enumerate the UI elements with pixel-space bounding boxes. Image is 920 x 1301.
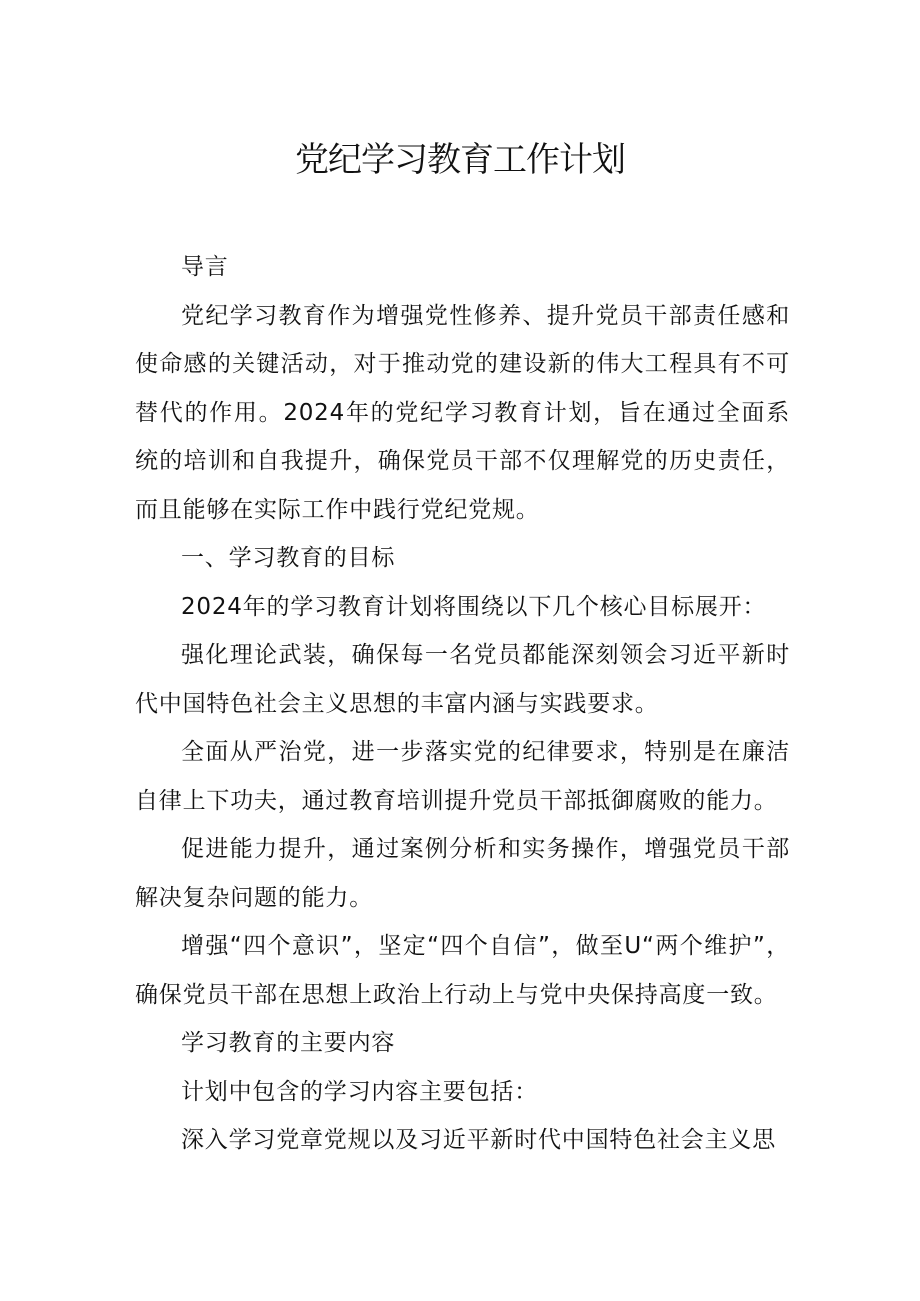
- section-heading-content: 学习教育的主要内容: [181, 1030, 396, 1056]
- document-body: [135, 243, 790, 1165]
- paragraph-content-study: 深入学习党章党规以及习近平新时代中国特色社会主义思: [181, 1127, 776, 1153]
- paragraph-goals-intro: 2024年的学习教育计划将围绕以下几个核心目标展开：: [181, 593, 767, 620]
- paragraph-goal-discipline: 全面从严治党，进一步落实党的纪律要求，特别是在廉洁自律上下功夫，通过教育培训提升党员干部抵御腐败的能力。: [135, 739, 790, 814]
- section-heading-goals: 一、学习教育的目标: [181, 545, 396, 571]
- paragraph-intro: 党纪学习教育作为增强党性修养、提升党员干部责任感和使命感的关键活动，对于推动党的建设新的伟大工程具有不可替代的作用。2024年的党纪学习教育计划，旨在通过全面系统的培训和自我提升，确保党员干部不仅理解党的历史责任，而且能够在实际工作中践行党纪党规。: [135, 302, 790, 523]
- paragraph-content-intro: 计划中包含的学习内容主要包括：: [181, 1078, 538, 1105]
- paragraph-goal-theory: 强化理论武装，确保每一名党员都能深刻领会习近平新时代中国特色社会主义思想的丰富内涵与实践要求。: [135, 642, 790, 717]
- paragraph-goal-ability: 促进能力提升，通过案例分析和实务操作，增强党员干部解决复杂问题的能力。: [135, 836, 790, 911]
- paragraph-intro-heading: 导言: [181, 254, 229, 280]
- document-title: 党纪学习教育工作计划: [295, 140, 625, 180]
- paragraph-goal-awareness: 增强“四个意识”，坚定“四个自信”，做至U“两个维护”，确保党员干部在思想上政治上行动上与党中央保持高度一致。: [135, 933, 790, 1008]
